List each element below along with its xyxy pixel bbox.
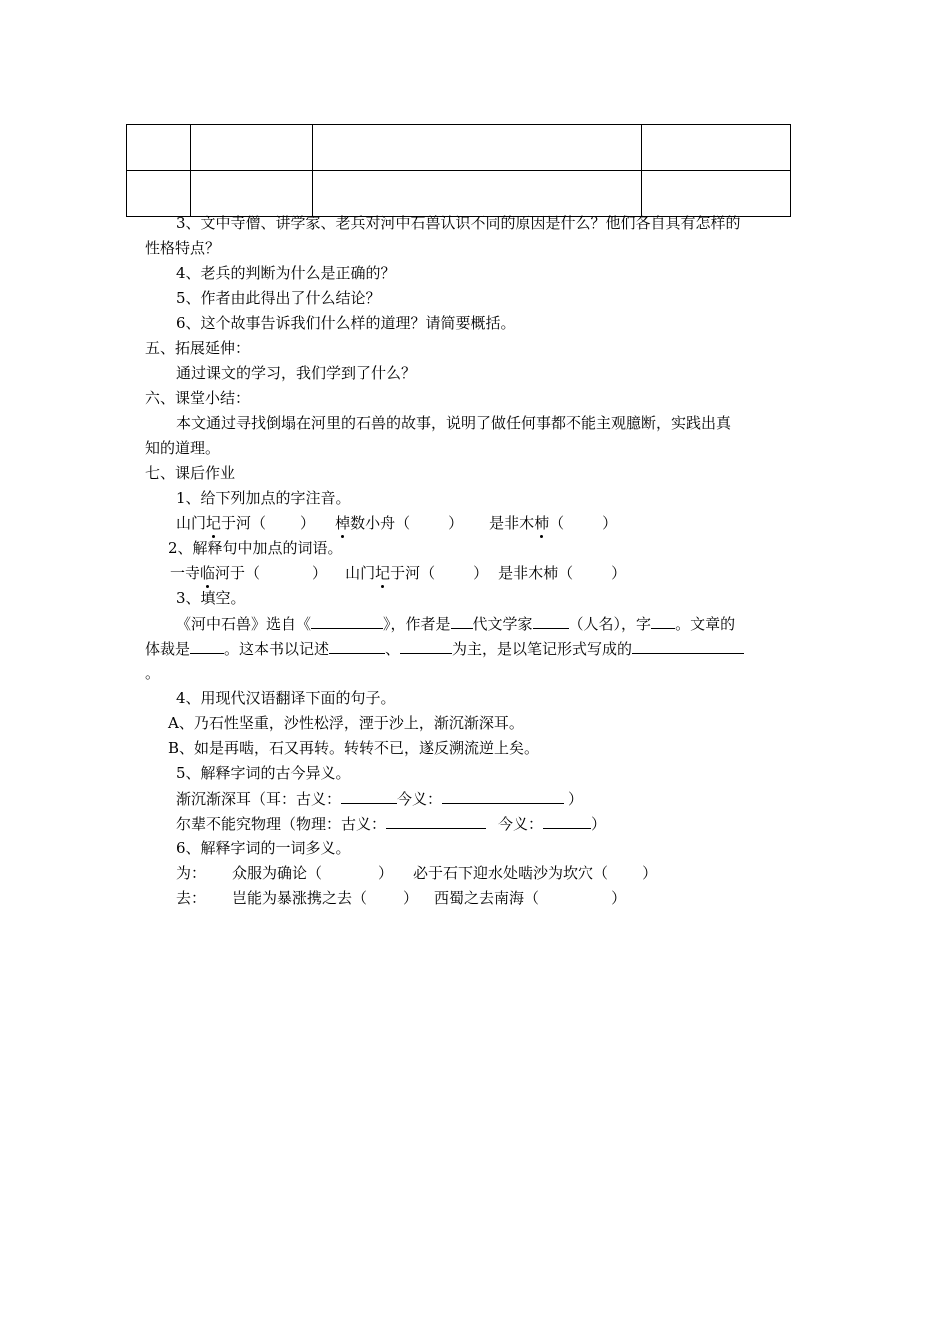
- item-text: ）: [403, 889, 419, 907]
- item-text: 《河中石兽》选自《: [176, 615, 312, 633]
- item-text: 山门: [176, 514, 207, 532]
- answer-blank[interactable]: [386, 813, 486, 829]
- answer-blank[interactable]: [533, 613, 569, 629]
- section-7-heading: 七、课后作业: [145, 464, 236, 482]
- table-cell[interactable]: [642, 125, 791, 171]
- item-text: （: [549, 514, 565, 532]
- item-text: ）: [591, 815, 607, 833]
- table-cell[interactable]: [313, 125, 642, 171]
- answer-blank[interactable]: [190, 638, 224, 654]
- item-text: 是非木杮（: [498, 564, 574, 582]
- dotted-char: 棹: [335, 514, 351, 532]
- homework-5-prompt: 5、解释字词的古今异义。: [176, 764, 351, 782]
- homework-2-prompt: 2、解释句中加点的词语。: [168, 539, 343, 557]
- item-text: ）: [602, 514, 618, 532]
- table-row: [127, 171, 791, 217]
- dotted-char: 圮: [206, 514, 222, 532]
- item-text: 今义：: [397, 790, 443, 808]
- homework-1-items: [176, 513, 617, 533]
- homework-6-item-qu: [176, 888, 626, 908]
- item-text: ）: [611, 564, 627, 582]
- answer-blank[interactable]: [400, 638, 452, 654]
- item-text: ）: [473, 564, 489, 582]
- table-cell[interactable]: [191, 171, 313, 217]
- homework-4-sentence-b: B、如是再啮，石又再转。转转不已，遂反溯流逆上矣。: [168, 739, 540, 757]
- section-6-text-line1: 本文通过寻找倒塌在河里的石兽的故事，说明了做任何事都不能主观臆断，实践出真: [176, 414, 732, 432]
- word-label: 去：: [176, 889, 207, 907]
- table-row: [127, 125, 791, 171]
- item-text: 尔辈不能究物理（物理：古义：: [176, 815, 387, 833]
- answer-blank[interactable]: [651, 613, 675, 629]
- answer-blank[interactable]: [311, 613, 383, 629]
- item-text: 山门: [345, 564, 376, 582]
- item-text: 》，作者是: [383, 615, 451, 633]
- table-cell[interactable]: [127, 125, 191, 171]
- item-text: 于河（: [390, 564, 436, 582]
- homework-6-item-wei: [176, 863, 657, 883]
- item-text: 西蜀之去南海（: [434, 889, 540, 907]
- homework-3-line1: [176, 613, 735, 634]
- item-text: 今义：: [498, 815, 544, 833]
- item-text: 是非木: [489, 514, 535, 532]
- question-6: 6、这个故事告诉我们什么样的道理？请简要概括。: [176, 314, 516, 332]
- item-text: ）: [642, 864, 658, 882]
- item-text: 、: [385, 640, 401, 658]
- answer-blank[interactable]: [442, 788, 564, 804]
- table-cell[interactable]: [191, 125, 313, 171]
- item-text: 渐沉渐深耳（耳：古义：: [176, 790, 342, 808]
- item-text: 必于石下迎水处啮沙为坎穴（: [413, 864, 609, 882]
- question-5: 5、作者由此得出了什么结论？: [176, 289, 381, 307]
- question-3-line2: 性格特点？: [145, 239, 221, 257]
- homework-4-sentence-a: A、乃石性坚重，沙性松浮，湮于沙上，渐沉渐深耳。: [168, 714, 524, 732]
- item-text: ）: [611, 889, 627, 907]
- homework-3-prompt: 3、填空。: [176, 589, 246, 607]
- dotted-char: 圮: [375, 564, 391, 582]
- word-label: 为：: [176, 864, 207, 882]
- dotted-char: 临: [200, 564, 216, 582]
- dotted-char: 杮: [534, 514, 550, 532]
- table-cell[interactable]: [313, 171, 642, 217]
- answer-blank[interactable]: [341, 788, 397, 804]
- item-text: ）: [448, 514, 464, 532]
- section-5-heading: 五、拓展延伸：: [145, 339, 251, 357]
- item-text: 。文章的: [675, 615, 736, 633]
- table-cell[interactable]: [127, 171, 191, 217]
- answer-blank[interactable]: [543, 813, 591, 829]
- section-5-text: 通过课文的学习，我们学到了什么？: [176, 364, 417, 382]
- item-text: 河于（: [215, 564, 261, 582]
- answer-blank[interactable]: [632, 638, 744, 654]
- homework-3-line3: 。: [145, 664, 161, 682]
- item-text: 。这本书以记述: [224, 640, 330, 658]
- homework-4-prompt: 4、用现代汉语翻译下面的句子。: [176, 689, 396, 707]
- table-cell[interactable]: [642, 171, 791, 217]
- homework-3-line2: [145, 638, 744, 659]
- item-text: 众服为确论（: [232, 864, 323, 882]
- item-text: 岂能为暴涨携之去（: [232, 889, 368, 907]
- section-6-heading: 六、课堂小结：: [145, 389, 251, 407]
- item-text: 一寺: [170, 564, 201, 582]
- item-text: 数小舟（: [350, 514, 411, 532]
- item-text: （人名），字: [568, 615, 652, 633]
- homework-2-items: [170, 563, 626, 583]
- homework-1-prompt: 1、给下列加点的字注音。: [176, 489, 351, 507]
- item-text: 于河（: [221, 514, 267, 532]
- item-text: ）: [378, 864, 394, 882]
- section-6-text-line2: 知的道理。: [145, 439, 221, 457]
- answer-blank[interactable]: [451, 613, 473, 629]
- answer-blank[interactable]: [329, 638, 385, 654]
- answer-table: [126, 124, 791, 217]
- homework-6-prompt: 6、解释字词的一词多义。: [176, 839, 351, 857]
- item-text: 代文学家: [472, 615, 533, 633]
- item-text: 体裁是: [145, 640, 191, 658]
- question-3-line1: 3、文中寺僧、讲学家、老兵对河中石兽认识不同的原因是什么？他们各自具有怎样的: [176, 214, 741, 232]
- item-text: 为主，是以笔记形式写成的: [452, 640, 633, 658]
- homework-5-item-1: [176, 788, 583, 809]
- item-text: ）: [312, 564, 328, 582]
- item-text: ）: [568, 790, 584, 808]
- homework-5-item-2: [176, 813, 606, 834]
- question-4: 4、老兵的判断为什么是正确的？: [176, 264, 396, 282]
- item-text: ）: [300, 514, 316, 532]
